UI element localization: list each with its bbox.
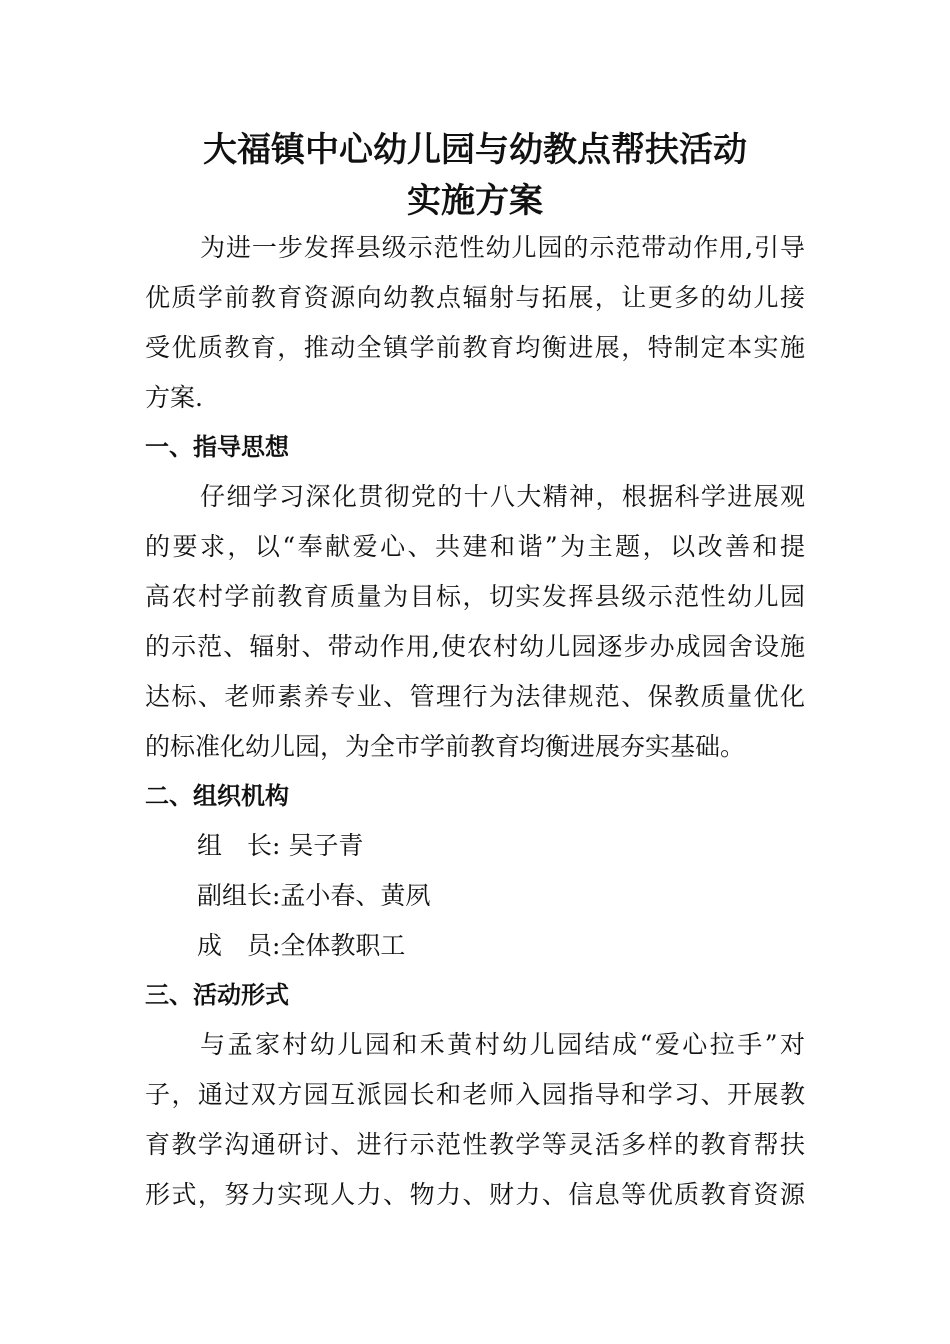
intro-line-3: 受优质教育，推动全镇学前教育均衡进展，特制定本实施 [145,333,805,362]
intro-line-4: 方案. [145,383,203,412]
org-members: 成 员:全体教职工 [197,931,406,960]
document-title-line-2: 实施方案 [407,181,543,221]
org-deputy-leader: 副组长:孟小春、黄夙 [197,881,431,910]
section-3-heading: 三、活动形式 [145,981,289,1009]
document-title-line-1: 大福镇中心幼儿园与幼教点帮扶活动 [203,130,747,170]
intro-line-2: 优质学前教育资源向幼教点辐射与拓展，让更多的幼儿接 [145,283,805,312]
section-3-line-1: 与孟家村幼儿园和禾黄村幼儿园结成“爱心拉手”对 [200,1030,805,1059]
section-1-line-5: 达标、老师素养专业、管理行为法律规范、保教质量优化 [145,682,805,711]
org-leader: 组 长: 吴子青 [197,831,364,860]
section-1-heading: 一、指导思想 [145,433,289,461]
section-1-line-4: 的示范、辐射、带动作用,使农村幼儿园逐步办成园舍设施 [145,632,805,661]
section-1-line-1: 仔细学习深化贯彻党的十八大精神，根据科学进展观 [200,482,805,511]
section-3-line-4: 形式，努力实现人力、物力、财力、信息等优质教育资源 [145,1180,805,1209]
intro-line-1: 为进一步发挥县级示范性幼儿园的示范带动作用,引导 [200,233,805,262]
section-1-line-3: 高农村学前教育质量为目标，切实发挥县级示范性幼儿园 [145,582,805,611]
section-3-line-3: 育教学沟通研讨、进行示范性教学等灵活多样的教育帮扶 [145,1130,805,1159]
section-1-line-6: 的标准化幼儿园，为全市学前教育均衡进展夯实基础。 [145,732,746,761]
section-2-heading: 二、组织机构 [145,782,289,810]
section-3-line-2: 子，通过双方园互派园长和老师入园指导和学习、开展教 [145,1080,805,1109]
section-1-line-2: 的要求，以“奉献爱心、共建和谐”为主题，以改善和提 [145,532,805,561]
